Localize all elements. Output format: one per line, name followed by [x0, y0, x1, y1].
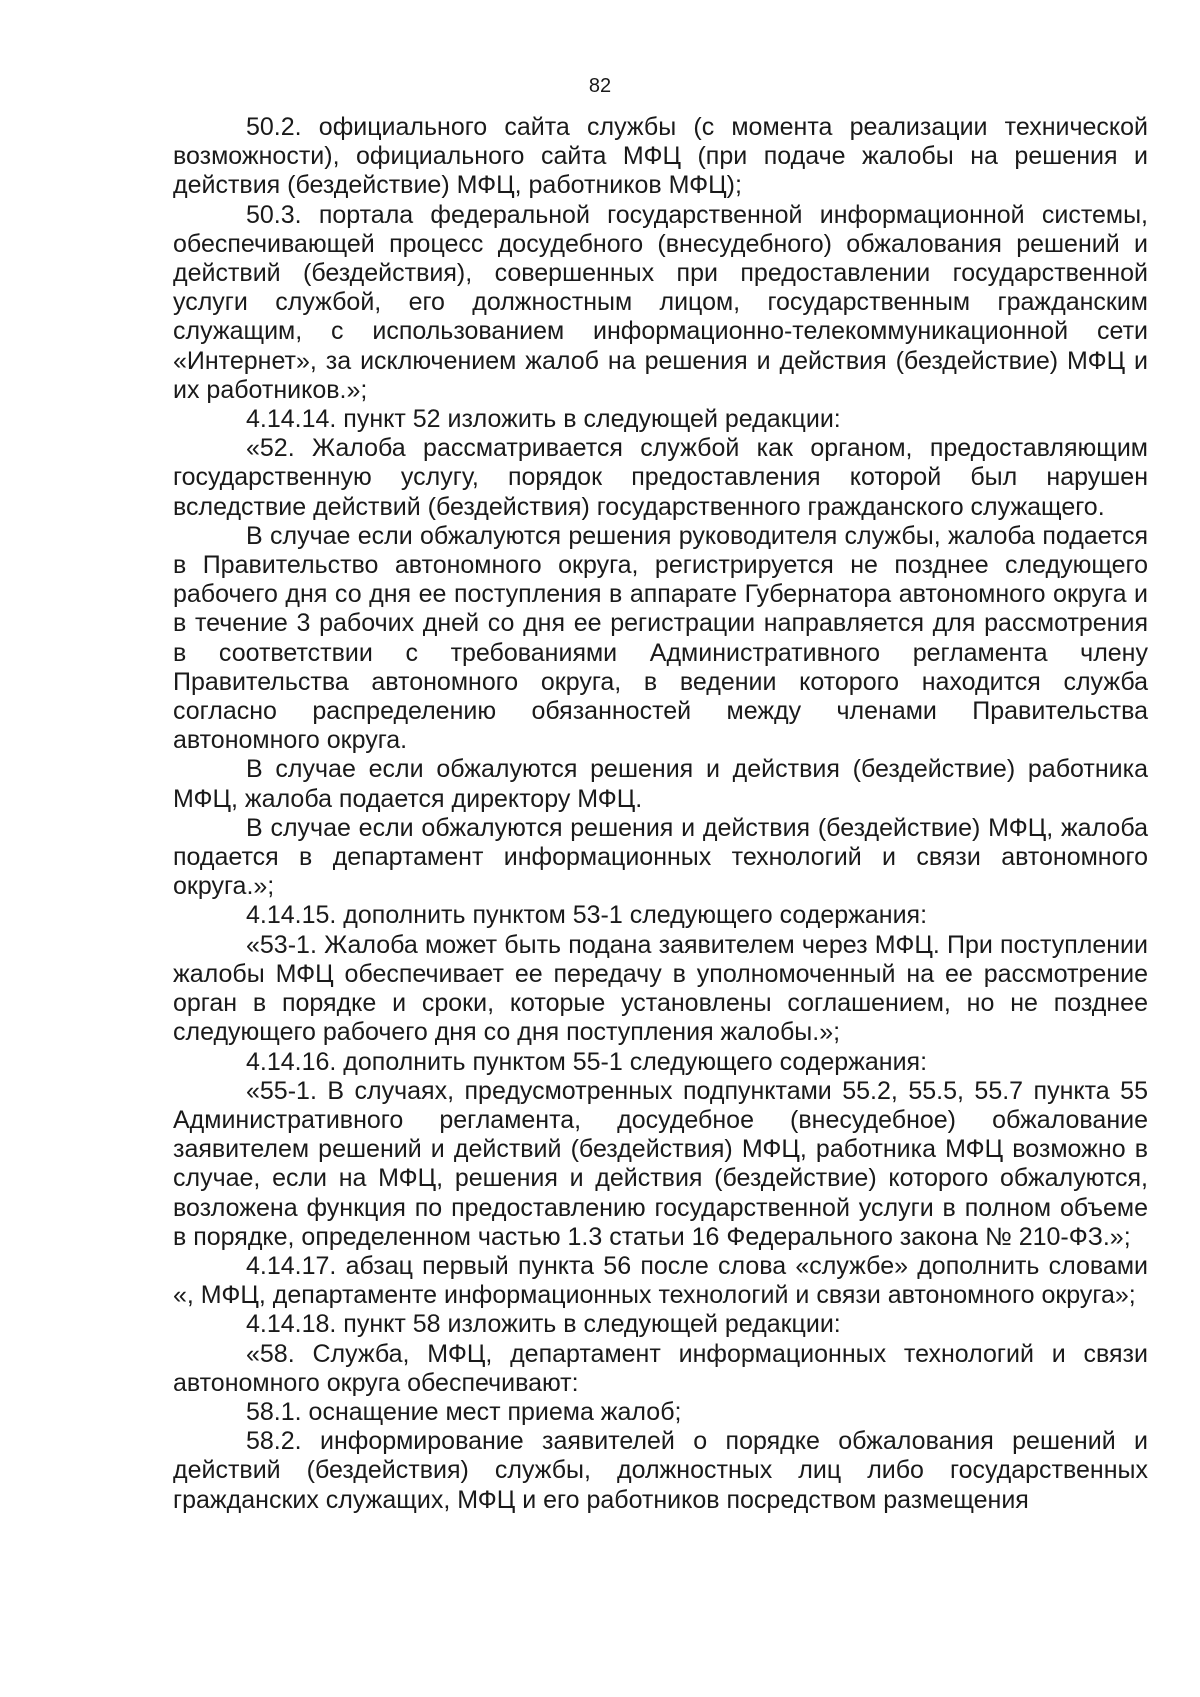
- paragraph-52-head-appeal: В случае если обжалуются решения руководителя службы, жалоба подается в Правительство автономного округа, регистрируется не позднее следующего рабочего дня со дня ее поступления в аппарате Губернатора автономного округа и в течение 3 рабочих дней со дня ее регистрации направляется для рассмотрения в соответствии с требованиями Административного регламента члену Правительства автономного округа, в ведении которого находится служба согласно распределению обязанностей между членами Правительства автономного округа.: [173, 521, 1148, 755]
- paragraph-58-2: 58.2. информирование заявителей о порядке обжалования решений и действий (бездействия) службы, должностных лиц либо государственных гражданских служащих, МФЦ и его работников посредством размещения: [173, 1427, 1148, 1514]
- paragraph-52-mfc-appeal: В случае если обжалуются решения и действия (бездействие) МФЦ, жалоба подается в департамент информационных технологий и связи автономного округа.»;: [173, 813, 1148, 901]
- paragraph-4-14-14: 4.14.14. пункт 52 изложить в следующей редакции:: [246, 405, 841, 434]
- paragraph-4-14-18: 4.14.18. пункт 58 изложить в следующей редакции:: [246, 1310, 841, 1339]
- paragraph-4-14-16: 4.14.16. дополнить пунктом 55-1 следующего содержания:: [246, 1047, 928, 1076]
- paragraph-52-mfc-employee-appeal: В случае если обжалуются решения и действия (бездействие) работника МФЦ, жалоба подается директору МФЦ.: [173, 755, 1148, 813]
- document-body: [173, 113, 1148, 1515]
- paragraph-50-2: 50.2. официального сайта службы (с момента реализации технической возможности), официального сайта МФЦ (при подаче жалобы на решения и действия (бездействие) МФЦ, работников МФЦ);: [173, 113, 1148, 200]
- page-number: 82: [588, 75, 612, 97]
- paragraph-4-14-17: 4.14.17. абзац первый пункта 56 после слова «службе» дополнить словами «, МФЦ, департаменте информационных технологий и связи автономного округа»;: [173, 1251, 1148, 1310]
- paragraph-58-1: 58.1. оснащение мест приема жалоб;: [246, 1397, 682, 1426]
- paragraph-4-14-15: 4.14.15. дополнить пунктом 53-1 следующего содержания:: [246, 901, 928, 930]
- paragraph-53-1: «53-1. Жалоба может быть подана заявителем через МФЦ. При поступлении жалобы МФЦ обеспечивает ее передачу в уполномоченный на ее рассмотрение орган в порядке и сроки, которые установлены соглашением, но не позднее следующего рабочего дня со дня поступления жалобы.»;: [173, 930, 1148, 1047]
- paragraph-50-3: 50.3. портала федеральной государственной информационной системы, обеспечивающей процесс досудебного (внесудебного) обжалования решений и действий (бездействия), совершенных при предоставлении государственной услуги службой, его должностным лицом, государственным гражданским служащим, с использованием информационно-телекоммуникационной сети «Интернет», за исключением жалоб на решения и действия (бездействие) МФЦ и их работников.»;: [173, 200, 1148, 404]
- paragraph-55-1: «55-1. В случаях, предусмотренных подпунктами 55.2, 55.5, 55.7 пункта 55 Административного регламента, досудебное (внесудебное) обжалование заявителем решений и действий (бездействия) МФЦ, работника МФЦ возможно в случае, если на МФЦ, решения и действия (бездействие) которого обжалуются, возложена функция по предоставлению государственной услуги в полном объеме в порядке, определенном частью 1.3 статьи 16 Федерального закона № 210-ФЗ.»;: [173, 1076, 1148, 1251]
- paragraph-58: «58. Служба, МФЦ, департамент информационных технологий и связи автономного округа обеспечивают:: [173, 1339, 1148, 1397]
- paragraph-52: «52. Жалоба рассматривается службой как органом, предоставляющим государственную услугу, порядок предоставления которой был нарушен вследствие действий (бездействия) государственного гражданского служащего.: [173, 434, 1148, 521]
